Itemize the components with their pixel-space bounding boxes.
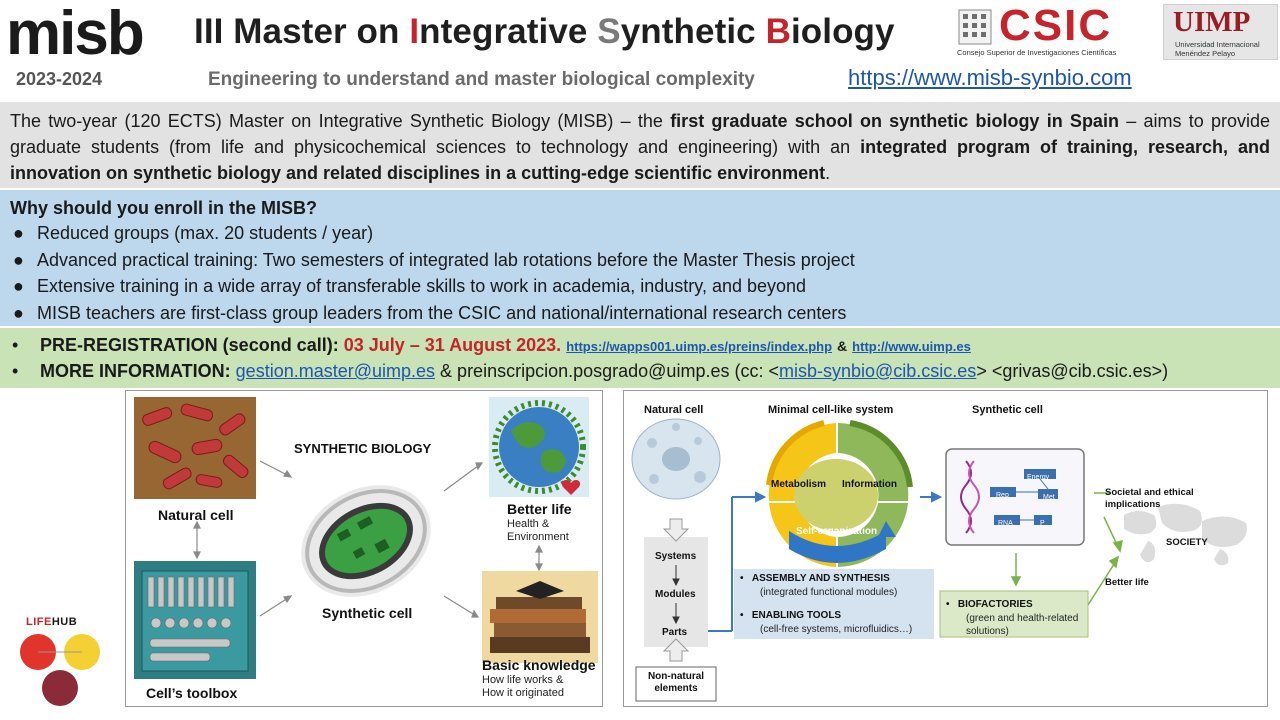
misb-logo <box>6 2 166 64</box>
uimp-fullname: Universidad Internacional Menéndez Pelayo <box>1175 40 1260 58</box>
bullet-icon: ● <box>13 223 24 243</box>
minimal-cell-figure <box>623 390 1268 707</box>
bullet-icon: • <box>12 335 19 355</box>
assembly-label: • ASSEMBLY AND SYNTHESIS <box>740 573 890 584</box>
why-enroll-section <box>0 190 1280 326</box>
list-item: ● Extensive training in a wide array of transferable skills to work in academia, industry, and beyond <box>10 273 1270 300</box>
lifehub-circles-icon <box>18 630 118 712</box>
enabling-sub: (cell-free systems, microfluidics…) <box>760 624 913 635</box>
uimp-logo <box>1163 4 1278 60</box>
registration-section <box>0 328 1280 388</box>
minimal-system-heading: Minimal cell-like system <box>768 404 894 416</box>
metabolism-label: Metabolism <box>771 479 827 490</box>
toolbox-label: Cell’s toolbox <box>146 685 238 701</box>
list-item: ● Advanced practical training: Two semesters of integrated lab rotations before the Master Thesis project <box>10 247 1270 274</box>
better-life-label: Better life <box>507 501 572 517</box>
circuit-rep: Rep <box>996 492 1009 499</box>
synthetic-cell-label: Synthetic cell <box>322 605 413 621</box>
bullet-icon: ● <box>13 276 24 296</box>
list-item: ● MISB teachers are first-class group leaders from the CSIC and national/international research centers <box>10 300 1270 327</box>
pre-registration-line: • PRE-REGISTRATION (second call): 03 July – 31 August 2023. https://wapps001.uimp.es/preins/index.php & http://www.uimp.es <box>10 333 1270 359</box>
csic-logo <box>955 1 1155 60</box>
circuit-p: P <box>1040 520 1045 527</box>
csic-emblem-icon <box>957 8 993 46</box>
circuit-met: Met <box>1043 494 1055 501</box>
page-title: III Master on Integrative Synthetic Biology <box>194 12 895 51</box>
natural-cell-label: Natural cell <box>158 507 234 523</box>
misb-logo-text: misb <box>6 2 143 64</box>
uimp-wordmark: UIMP <box>1173 6 1251 38</box>
better-life-label: Better life <box>1105 577 1149 588</box>
biofactories-sub: (green and health-related solutions) <box>966 613 1079 637</box>
earth-image <box>489 397 589 497</box>
registration-dates: 03 July – 31 August 2023. <box>343 335 562 355</box>
society-label: SOCIETY <box>1166 537 1208 548</box>
basic-knowledge-label: Basic knowledge <box>482 657 596 673</box>
bullet-icon: ● <box>13 302 24 323</box>
bullet-icon: ● <box>13 249 24 270</box>
lifehub-logo <box>18 616 118 712</box>
bullet-icon: • <box>12 361 19 381</box>
biofactories-label: • BIOFACTORIES <box>946 599 1033 610</box>
bacteria-image <box>134 397 256 499</box>
email-misb-link[interactable]: misb-synbio@cib.csic.es <box>778 361 977 381</box>
societal-label: Societal and ethical implications <box>1105 487 1194 510</box>
more-information-line: • MORE INFORMATION: gestion.master@uimp.es & preinscripcion.posgrado@uimp.es (cc: <misb-synbio@cib.csic.es> <grivas@cib.csic.es>) <box>10 359 1270 384</box>
circuit-rna: RNA <box>998 520 1013 527</box>
self-organization-label: Self-organization <box>796 526 878 537</box>
lifehub-wordmark: LIFEHUB <box>26 616 78 628</box>
csic-fullname: Consejo Superior de Investigaciones Científicas <box>957 48 1117 57</box>
books-image <box>482 571 598 663</box>
uimp-link[interactable]: http://www.uimp.es <box>852 339 971 354</box>
parts-label: Parts <box>662 627 688 638</box>
toolbox-image <box>134 561 256 679</box>
natural-cell-heading: Natural cell <box>644 404 704 416</box>
information-label: Information <box>842 479 897 490</box>
tagline: Engineering to understand and master biological complexity <box>208 69 755 90</box>
world-map-image <box>1124 504 1247 565</box>
why-enroll-heading: Why should you enroll in the MISB? <box>10 198 317 218</box>
natural-cell-image <box>632 419 720 499</box>
website-link[interactable]: https://www.misb-synbio.com <box>848 65 1132 90</box>
synthetic-biology-figure <box>125 390 603 707</box>
synthetic-cell-image <box>282 463 451 619</box>
non-natural-label: Non-natural elements <box>647 671 705 694</box>
better-life-sub: Health & Environment <box>507 518 569 543</box>
synthetic-cell-diagram <box>946 449 1084 545</box>
enabling-label: • ENABLING TOOLS <box>740 610 842 621</box>
academic-year: 2023-2024 <box>16 69 103 89</box>
email-gestion-link[interactable]: gestion.master@uimp.es <box>235 361 436 381</box>
intro-paragraph: The two-year (120 ECTS) Master on Integrative Synthetic Biology (MISB) – the first graduate school on synthetic biology in Spain – aims to provide graduate students (from life and physicochemical sciences to technology and engineering) with an integrated program of training, research, and innovation on synthetic biology and related disciplines in a cutting-edge scientific environment. <box>0 102 1280 188</box>
synthetic-cell-heading: Synthetic cell <box>972 404 1043 416</box>
minimal-cell-wheel <box>769 423 910 567</box>
csic-wordmark: CSIC <box>999 1 1113 50</box>
figure-title: SYNTHETIC BIOLOGY <box>294 441 432 456</box>
list-item: ● Reduced groups (max. 20 students / year) <box>10 220 1270 247</box>
modules-label: Modules <box>655 589 696 600</box>
circuit-energy: Energy <box>1027 474 1050 481</box>
assembly-sub: (integrated functional modules) <box>760 587 898 598</box>
preins-link[interactable]: https://wapps001.uimp.es/preins/index.php <box>566 339 833 354</box>
systems-label: Systems <box>655 551 697 562</box>
basic-knowledge-sub: How life works & How it originated <box>482 674 564 699</box>
